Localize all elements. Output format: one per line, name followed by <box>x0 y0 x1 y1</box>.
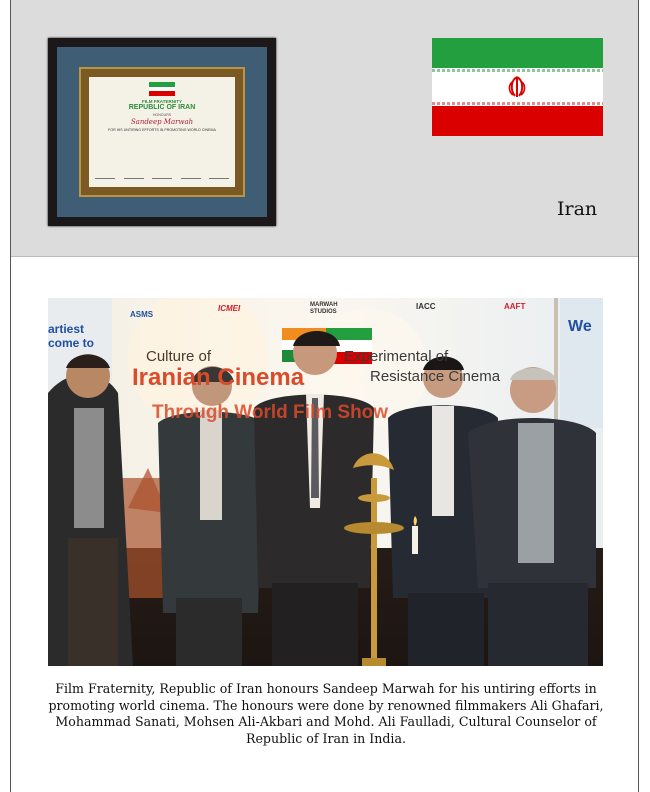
banner-side-left: artiest come to <box>48 322 95 350</box>
banner-logo-aaft: AAFT <box>504 302 526 311</box>
certificate-flag-icon <box>149 82 175 96</box>
certificate-citation: FOR HIS UNTIRING EFFORTS IN PROMOTING WORLD CINEMA <box>108 128 216 132</box>
certificate-line-3: HONOURS <box>152 113 172 117</box>
banner-logo-marwah-studios: MARWAH STUDIOS <box>310 302 338 315</box>
banner-logo-iacc: IACC <box>416 302 436 311</box>
page-frame <box>10 0 639 792</box>
certificate-border <box>79 67 245 197</box>
banner-right-line-2: Resistance Cinema <box>370 368 501 385</box>
certificate-recipient-name: Sandeep Marwah <box>130 118 194 126</box>
framed-certificate-image <box>48 38 276 226</box>
banner-right-line-1: Experimental of <box>344 348 449 365</box>
photo-caption: Film Fraternity, Republic of Iran honours Sandeep Marwah for his untiring efforts in promoting world cinema. The honours were done by renowned filmmakers Ali Ghafari, Mohammad Sanati, Mohsen Ali-Akbari and Mohd. Ali Faulladi, Cultural Counselor of Republic of Iran in India. <box>48 681 604 746</box>
certificate-signatures <box>95 175 229 179</box>
event-photo-illustration <box>48 298 603 666</box>
banner-side-right: We <box>568 318 592 335</box>
certificate-paper <box>89 77 235 187</box>
banner-logo-icmei: ICMEI <box>218 304 241 313</box>
country-label: Iran <box>557 198 598 220</box>
banner-left-line-2: Iranian Cinema <box>132 364 305 391</box>
event-photo <box>48 298 603 666</box>
certificate-line-1: FILM FRATERNITY <box>142 99 182 104</box>
certificate-line-2: REPUBLIC OF IRAN <box>128 104 196 111</box>
iran-emblem-icon <box>504 74 530 100</box>
banner-logo-asms: ASMS <box>130 310 154 319</box>
iran-flag-icon <box>432 38 603 136</box>
banner-left-line-1: Culture of <box>146 348 212 365</box>
banner-left-line-3: Through World Film Show <box>152 402 389 423</box>
certificate-mat <box>57 47 267 217</box>
header-band <box>11 0 638 257</box>
